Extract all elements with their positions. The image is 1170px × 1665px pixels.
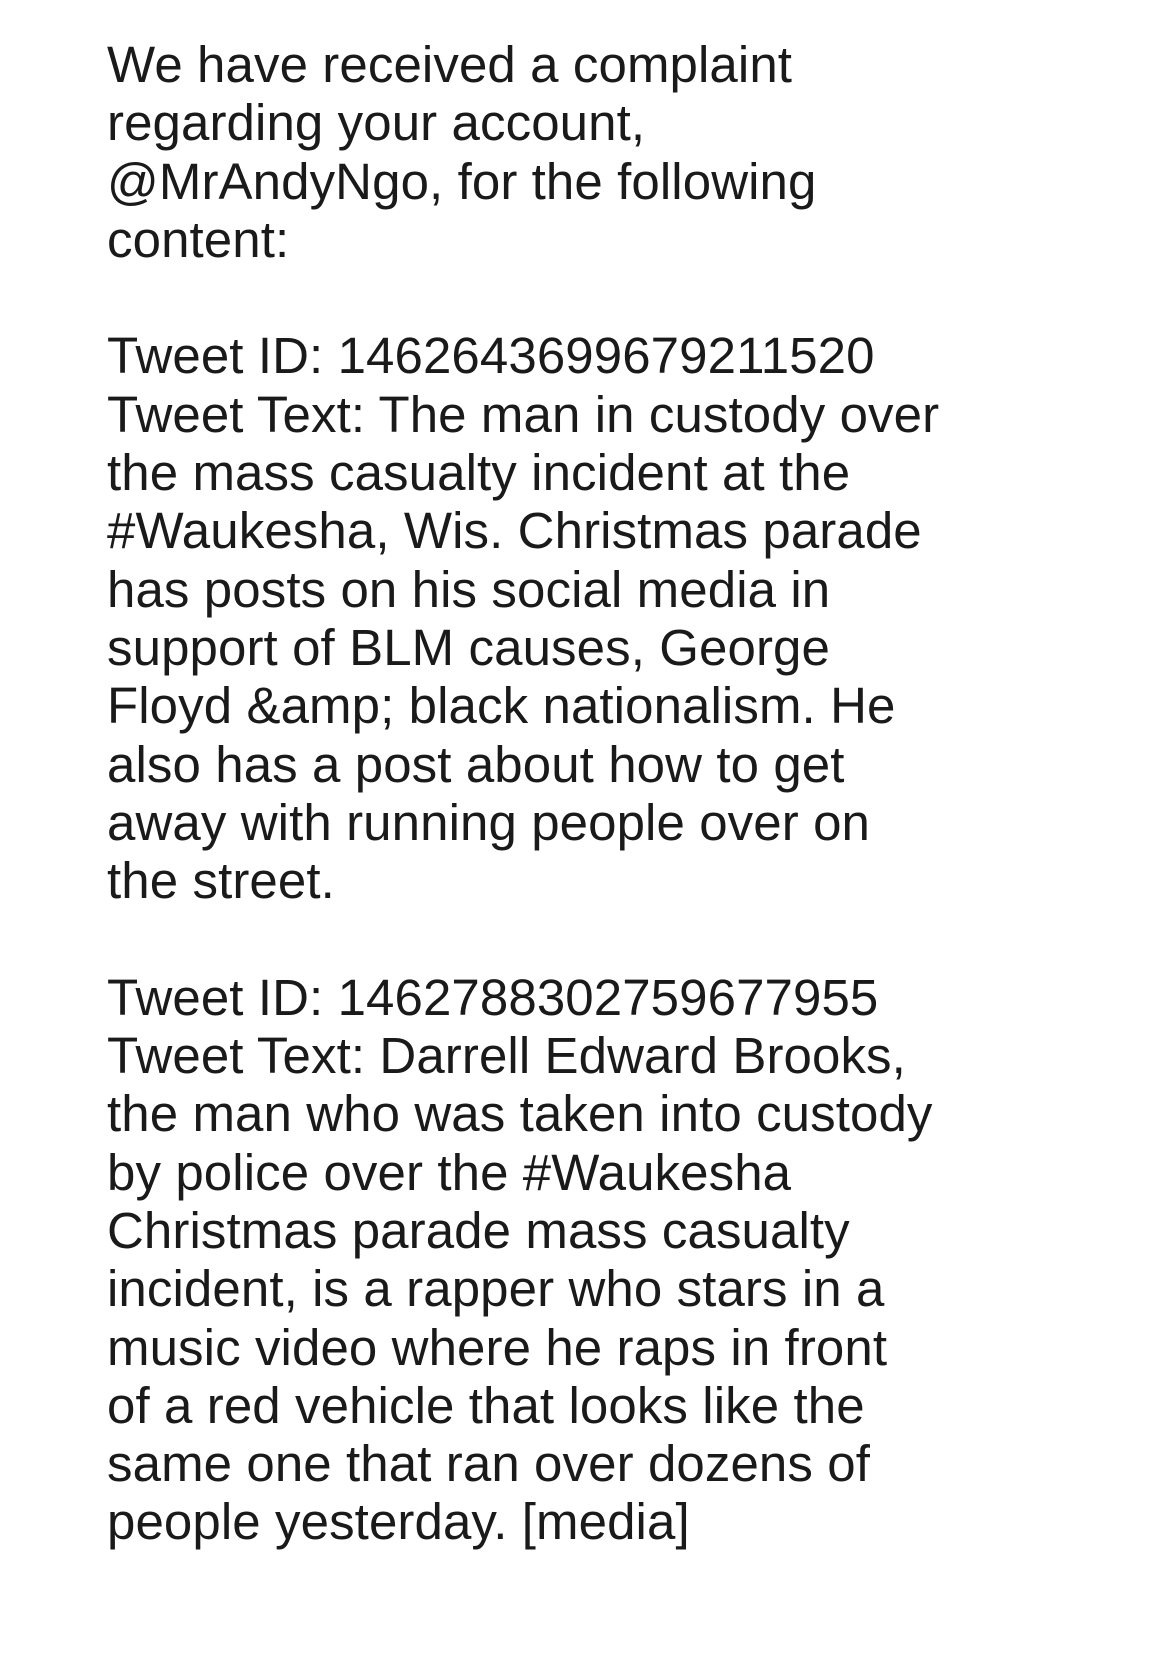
tweet-id: Tweet ID: 1462788302759677955 xyxy=(107,968,879,1026)
paragraph-spacer xyxy=(107,269,1147,327)
tweet-text-line: Tweet Text: Darrell Edward Brooks, xyxy=(107,1027,906,1085)
intro-line: content: xyxy=(107,210,290,268)
tweet-text-line: Tweet Text: The man in custody over xyxy=(107,385,940,443)
tweet-text-line: incident, is a rapper who stars in a xyxy=(107,1260,885,1318)
tweet-text-line: people yesterday. [media] xyxy=(107,1493,690,1551)
tweet-text-line: by police over the #Waukesha xyxy=(107,1143,792,1201)
intro-line: regarding your account, xyxy=(107,94,646,152)
tweet-text-line: has posts on his social media in xyxy=(107,560,831,618)
tweet-text-line: music video where he raps in front xyxy=(107,1318,888,1376)
tweet-text-line: the man who was taken into custody xyxy=(107,1085,933,1143)
tweet-text-line: the street. xyxy=(107,852,335,910)
tweet-text-line: of a red vehicle that looks like the xyxy=(107,1376,865,1434)
tweet-entry-2 xyxy=(107,969,1147,1552)
tweet-text-line: #Waukesha, Wis. Christmas parade xyxy=(107,502,922,560)
tweet-text-line: away with running people over on xyxy=(107,793,871,851)
intro-line: @MrAndyNgo, for the following xyxy=(107,152,817,210)
tweet-text-line: Christmas parade mass casualty xyxy=(107,1201,850,1259)
tweet-text-line: the mass casualty incident at the xyxy=(107,444,851,502)
paragraph-spacer xyxy=(107,910,1147,968)
tweet-text-line: same one that ran over dozens of xyxy=(107,1435,870,1493)
tweet-text-line: also has a post about how to get xyxy=(107,735,845,793)
tweet-id: Tweet ID: 1462643699679211520 xyxy=(107,327,875,385)
intro-paragraph xyxy=(107,36,1147,269)
complaint-document xyxy=(107,36,1147,1552)
tweet-text-line: Floyd &amp; black nationalism. He xyxy=(107,677,896,735)
intro-line: We have received a complaint xyxy=(107,36,793,93)
tweet-text-line: support of BLM causes, George xyxy=(107,618,830,676)
tweet-entry-1 xyxy=(107,327,1147,910)
